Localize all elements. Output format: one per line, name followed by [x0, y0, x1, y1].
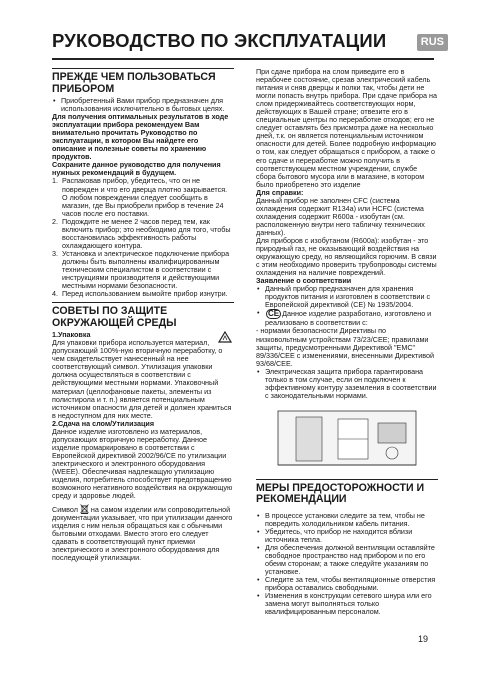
step-number: 4. [52, 289, 58, 299]
list-item [52, 248, 234, 291]
compliance-list-2 [256, 368, 438, 400]
page-header [52, 30, 444, 52]
packaging-text: Для упаковки прибора используется материал, допускающий 100%-ную вторичную переработку, о чем свидетельствует нанесенный на нее соответствующий символ. Утилизация упаковки должна осуществляться в соответствии с действующими местными нормами. Упаковочный материал (целлофановые пакеты, элементы из полистирола и т. п.) является потенциальным источником опасности для детей и должен храниться в недоступном для них месте. [52, 338, 232, 420]
step-text: Перед использованием вымойте прибор изнутри. [62, 289, 228, 299]
keep-manual-text: Сохраните данное руководство для получения нужных рекомендаций в будущем. [52, 160, 221, 178]
steps-list [52, 177, 234, 298]
packaging-title: 1.Упаковка [52, 330, 91, 340]
list-item: • Приобретенный Вами прибор предназначен для использования исключительно в бытовых целях. [61, 97, 234, 113]
disposal-title: 2.Сдача на слом/Утилизация [52, 418, 155, 428]
list-item [52, 216, 234, 250]
list-item: • Следите за тем, чтобы вентиляционные отверстия прибора оставались свободными. [265, 576, 438, 592]
precautions-list [256, 512, 438, 617]
list-item: • Убедитесь, что прибор не находится вблизи источника тепла. [265, 528, 438, 544]
info-title: Для справки: [256, 187, 304, 197]
language-badge: RUS [417, 34, 448, 51]
list-item [52, 289, 234, 299]
symbol-post-text: на самом изделии или сопроводительной документации указывает, что при утилизации данного изделия с ним нельзя обращаться как с обычными бытовыми отходами. Вместо этого его следует сдавать в соответствующий пункт приемки электрического и электронного оборудования для последующей утилизации. [52, 505, 233, 563]
step-number: 1. [52, 176, 58, 186]
right-column [256, 68, 438, 617]
intro-bold-text: Для получения оптимальных результатов в ходе эксплуатации прибора рекомендуем Вам внимательно прочитать Руководство по эксплуатации, в котором Вы найдете его описание и полезные советы по хранению продуктов. [52, 112, 229, 162]
page-number: 19 [418, 634, 429, 644]
list-item [265, 309, 438, 327]
left-column [52, 68, 234, 562]
step-number: 3. [52, 248, 58, 258]
ce-mark-icon: CE [268, 309, 280, 319]
fridge-installation-illustration [256, 405, 438, 471]
compliance-list [256, 285, 438, 327]
list-item: • Электрическая защита прибора гарантирована только в том случае, если он подключен к эффективному контуру заземления в соответствии с законодательными нормами. [265, 368, 438, 400]
step-number: 2. [52, 216, 58, 226]
step-text: Подождите не менее 2 часов перед тем, как включить прибор; это необходимо для того, чтобы восстановилась эффективность работы охлаждающего контура. [62, 216, 231, 250]
section-title-before-use: ПРЕЖДЕ ЧЕМ ПОЛЬЗОВАТЬСЯ ПРИБОРОМ [52, 68, 234, 95]
list-item: • Данный прибор предназначен для хранения продуктов питания и изготовлен в соответствии с Европейской директивой (CE) № 1935/2004. [265, 285, 438, 309]
page-title: РУКОВОДСТВО ПО ЭКСПЛУАТАЦИИ [52, 30, 387, 51]
symbol-pre-text: Символ [52, 505, 78, 515]
disposal-text: Данное изделие изготовлено из материалов, допускающих вторичную переработку. Данное изделие промаркировано в соответствии с Европейской директивой 2002/96/CE по утилизации электрического и электронного оборудования (WEEE). Обеспечивая надлежащую утилизацию изделия, потребитель способствует предотвращению возможного негативного воздействия на окружающую среду и здоровье людей. [52, 426, 233, 501]
list-item [52, 176, 234, 218]
step-text: Установка и электрическое подключение прибора должны быть выполнены квалифицированным техническим специалистом в соответствии с инструкциями производителя и действующими местными нормами безопасности. [62, 248, 230, 291]
compliance-directives: - нормами безопасности Директивы по низковольтным устройствам 73/23/CEE; правилами защиты, предусмотренными Директивой "EMC" 89/336/CEE с изменениями, внесенными Директивой 93/68/CEE. [256, 326, 434, 368]
list-item: • Для обеспечения должной вентиляции оставляйте свободное пространство над прибором и по его обеим сторонам; а также следуйте указаниям по установке. [265, 544, 438, 576]
list-item: • Изменения в конструкции сетевого шнура или его замена могут выполняться только квалифицированным персоналом. [265, 592, 438, 616]
scrap-text: При сдаче прибора на слом приведите его в нерабочее состояние, срезав электрический кабель питания и сняв дверцы и полки так, чтобы дети не могли попасть внутрь прибора. При сдаче прибора на слом придерживайтесь соответствующих норм, действующих в Вашей стране; отвезите его в специальные центры по переработке отходов; его не следует оставлять без присмотра даже на несколько дней, т.к. он является потенциальным источником опасности для детей. Более подробную информацию о том, как следует обращаться с прибором, а также о его сдаче и переработке можно получить в соответствующем местном учреждении, службе сбора бытового мусора или в магазине, в котором было приобретено это изделие [256, 67, 437, 189]
section-title-environment: СОВЕТЫ ПО ЗАЩИТЕ ОКРУЖАЮЩЕЙ СРЕДЫ [52, 302, 234, 329]
before-use-list [52, 97, 234, 113]
section-title-precautions: МЕРЫ ПРЕДОСТОРОЖНОСТИ И РЕКОМЕНДАЦИИ [256, 479, 438, 506]
compliance-title: Заявление о соответствии [256, 276, 352, 286]
recycle-triangle-icon [218, 331, 232, 343]
r600a-text: Для приборов с изобутаном (R600a): изобутан - это природный газ, не оказывающий воздействия на окружающую среду, но являющийся горючим. В связи с этим необходимо проверить трубопроводы системы охлаждения на наличие повреждений. [256, 235, 437, 278]
step-text: Распаковав прибор, убедитесь, что он не поврежден и что его дверца плотно закрывается. О любом повреждении следует сообщить в магазин, где Вы приобрели прибор в течение 24 часов после его поставки. [62, 176, 228, 218]
compliance-bullet-text: Данное изделие разработано, изготовлено и реализовано в соответствии с: [265, 309, 432, 328]
info-text: Данный прибор не заполнен CFC (система охлаждения содержит R134a) или HCFC (система охлаждения содержит R600a - изобутан (см. расположенную внутри него табличку технических данных). [256, 195, 425, 237]
header-divider [52, 58, 434, 60]
weee-symbol-paragraph [52, 504, 234, 562]
list-item: • В процессе установки следите за тем, чтобы не повредить холодильником кабель питания. [265, 512, 438, 528]
